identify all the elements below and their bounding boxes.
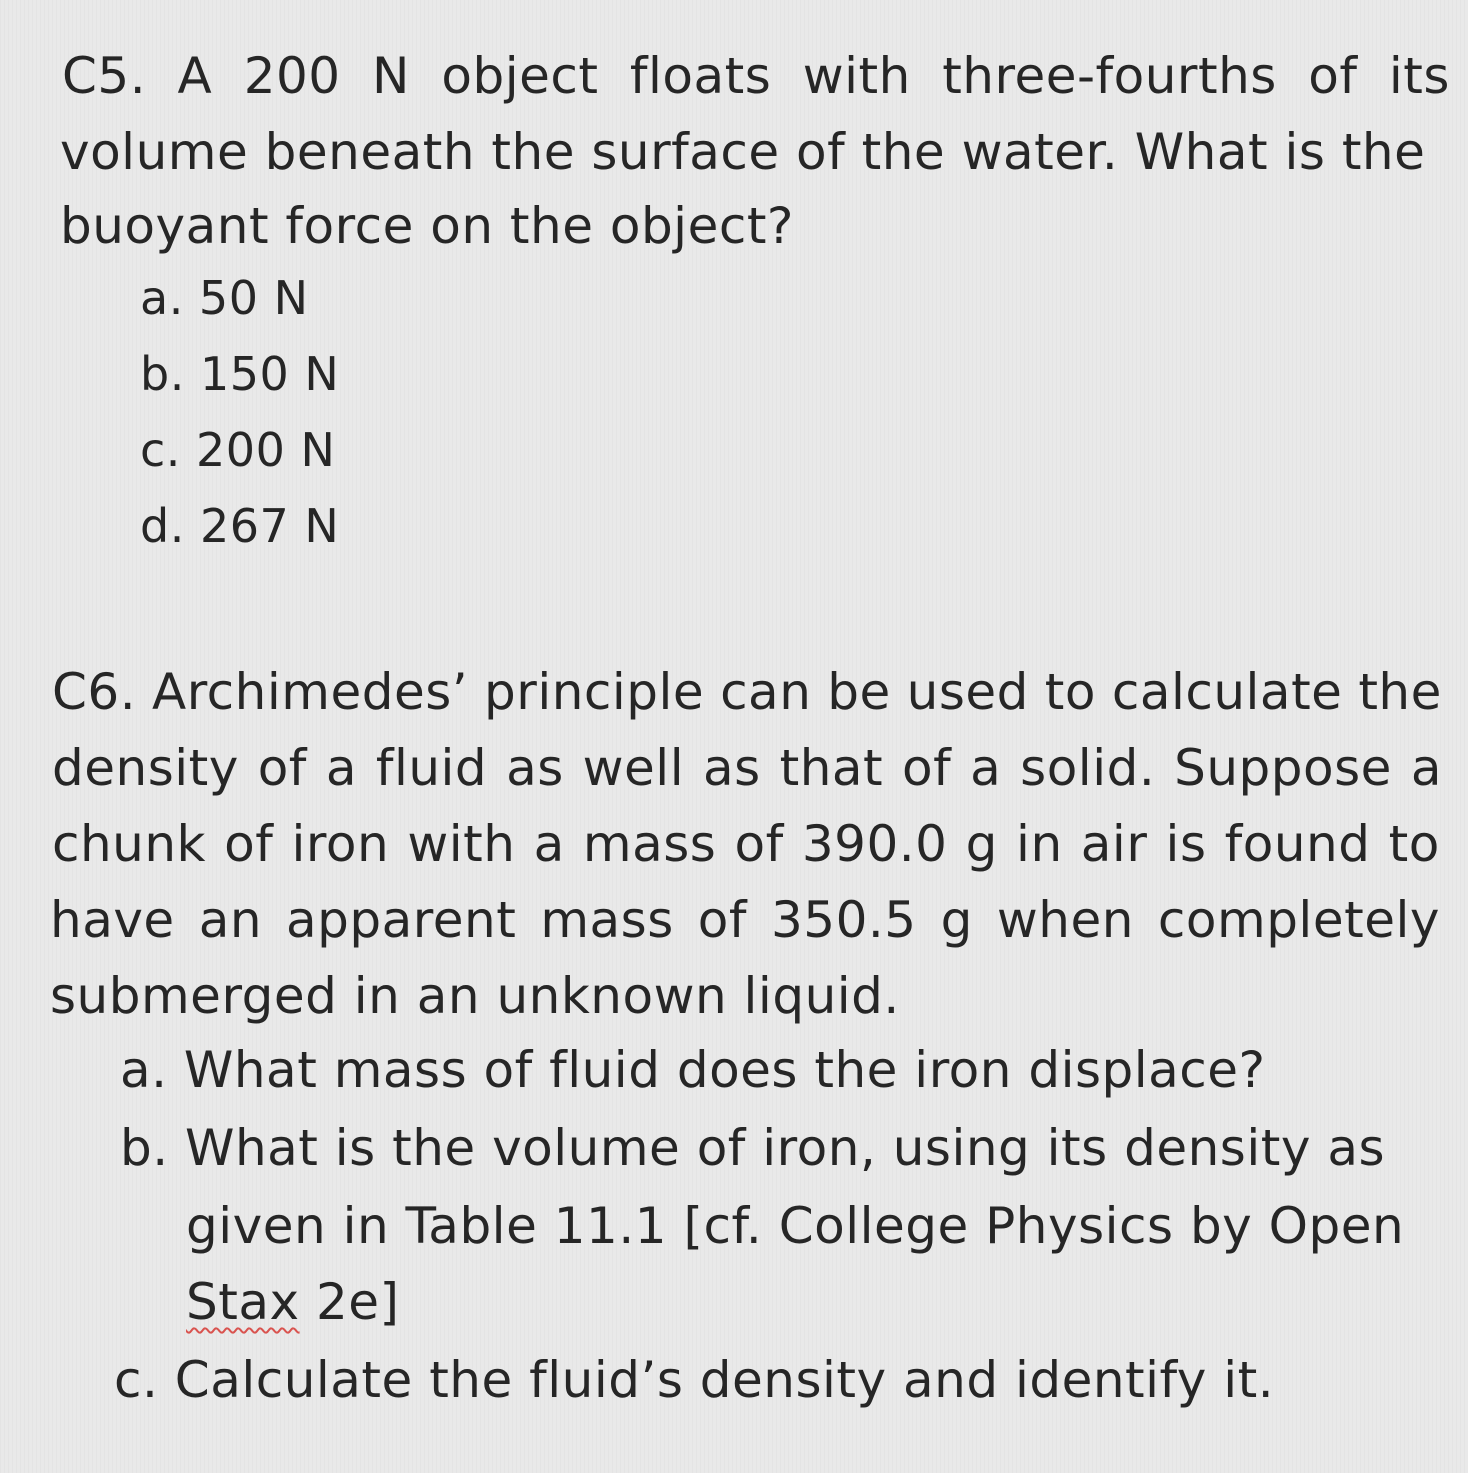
q6-line-2: [52, 738, 1442, 798]
q6-line-1-word: be: [827, 663, 891, 721]
q6-line-4-word: an: [198, 891, 263, 949]
q5-option-c: c. 200 N: [140, 423, 336, 477]
q6-line-3-word: iron: [291, 815, 390, 873]
q6-line-3-word: air: [1080, 815, 1148, 873]
q5-line-1-word: N: [372, 47, 410, 105]
q6-part-b-line-1: b. What is the volume of iron, using its density as: [120, 1119, 1386, 1177]
q5-line-1-word: three-fourths: [942, 47, 1277, 105]
q6-line-3-word: to: [1388, 815, 1440, 873]
q6-line-3-word: chunk: [52, 815, 207, 873]
q6-line-2-word: well: [582, 739, 685, 797]
q5-line-1-word: C5.: [62, 47, 147, 105]
q6-line-2-word: a: [1410, 739, 1442, 797]
q5-line-3: buoyant force on the object?: [60, 197, 794, 255]
q6-line-2-word: as: [506, 739, 564, 797]
q6-line-1-word: the: [1358, 663, 1442, 721]
q6-line-3-word: mass: [582, 815, 717, 873]
q6-line-1-word: Archimedes’: [152, 663, 469, 721]
q6-line-2-word: of: [257, 739, 307, 797]
q6-line-4-word: when: [996, 891, 1134, 949]
q6-line-4: [50, 890, 1440, 950]
q6-line-3-word: g: [965, 815, 998, 873]
q6-line-5: submerged in an unknown liquid.: [50, 967, 900, 1025]
spellcheck-underlined-word: Stax: [186, 1273, 300, 1331]
q6-line-2-word: Suppose: [1174, 739, 1392, 797]
q6-line-1-word: used: [906, 663, 1029, 721]
q6-line-2-word: a: [325, 739, 357, 797]
q6-line-3-word: with: [407, 815, 516, 873]
q6-line-2-word: of: [902, 739, 952, 797]
q6-line-1: [52, 662, 1442, 722]
q6-line-4-word: g: [940, 891, 973, 949]
q6-line-3: [52, 814, 1440, 874]
q5-option-b: b. 150 N: [140, 347, 340, 401]
q5-line-1-word: with: [802, 47, 911, 105]
q6-line-2-word: a: [970, 739, 1002, 797]
q5-line-1-word: of: [1308, 47, 1358, 105]
q6-line-2-word: as: [703, 739, 761, 797]
q6-line-3-word: found: [1224, 815, 1371, 873]
q5-line-1-word: floats: [629, 47, 772, 105]
q5-line-1-word: A: [177, 47, 213, 105]
q5-line-1: [62, 46, 1450, 106]
q6-part-b-line-3: [186, 1272, 400, 1332]
q6-line-3-word: is: [1165, 815, 1207, 873]
q6-line-2-word: density: [52, 739, 239, 797]
q6-line-4-word: apparent: [286, 891, 517, 949]
q6-line-1-word: to: [1044, 663, 1096, 721]
q6-line-1-word: can: [720, 663, 812, 721]
q6-line-4-word: 350.5: [770, 891, 917, 949]
q6-line-1-word: calculate: [1111, 663, 1343, 721]
q6-part-a: a. What mass of fluid does the iron displace?: [120, 1041, 1266, 1099]
q6-line-1-word: C6.: [52, 663, 137, 721]
q5-option-a: a. 50 N: [140, 271, 309, 325]
q6-line-2-word: that: [779, 739, 884, 797]
q5-line-1-word: object: [441, 47, 599, 105]
q5-line-1-word: 200: [243, 47, 341, 105]
q6-line-4-word: mass: [540, 891, 674, 949]
q6-line-3-word: a: [533, 815, 565, 873]
q5-line-2: volume beneath the surface of the water. What is the: [60, 123, 1426, 181]
q5-line-1-word: its: [1388, 47, 1450, 105]
q6-line-3-word: of: [224, 815, 274, 873]
q6-part-b-line-2: given in Table 11.1 [cf. College Physics by Open: [186, 1197, 1405, 1255]
q6-line-4-word: have: [50, 891, 175, 949]
q6-part-c: c. Calculate the fluid’s density and identify it.: [114, 1351, 1275, 1409]
q5-option-d: d. 267 N: [140, 499, 340, 553]
q6-line-4-word: of: [697, 891, 747, 949]
q6-line-3-word: 390.0: [801, 815, 948, 873]
q6-line-2-word: solid.: [1020, 739, 1156, 797]
q6-part-b-line-3-rest: 2e]: [299, 1273, 400, 1331]
q6-line-3-word: in: [1016, 815, 1063, 873]
q6-line-4-word: completely: [1157, 891, 1440, 949]
q6-line-2-word: fluid: [375, 739, 488, 797]
q6-line-3-word: of: [734, 815, 784, 873]
q6-line-1-word: principle: [484, 663, 705, 721]
